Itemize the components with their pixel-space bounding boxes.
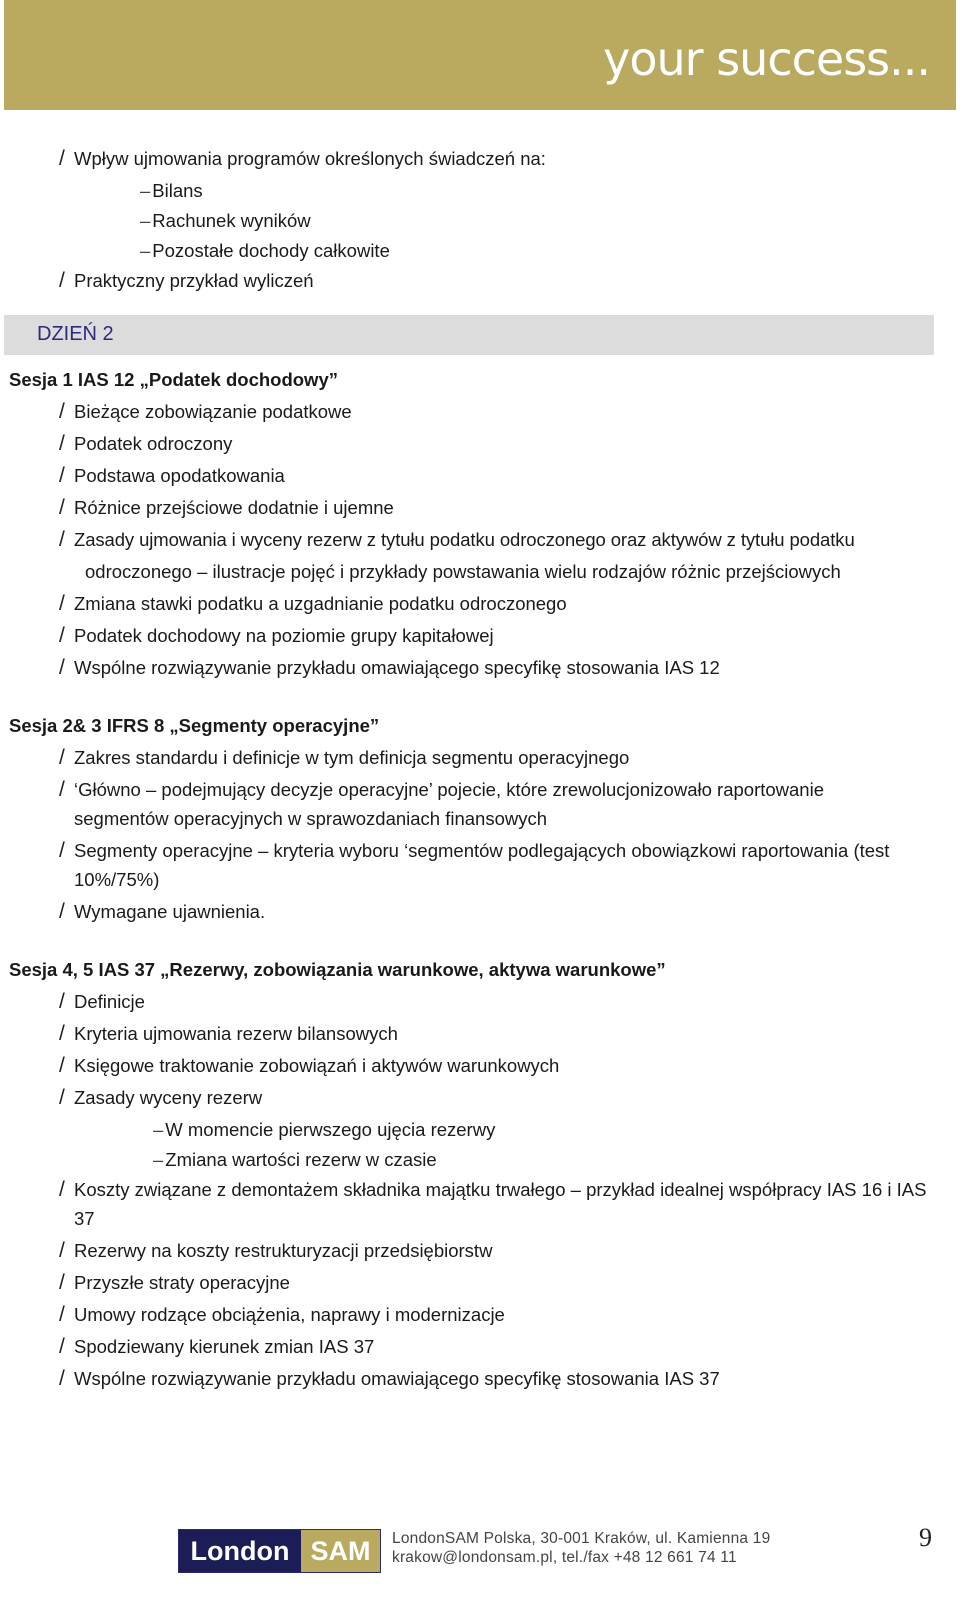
slash-bullet-icon: / [59, 1022, 65, 1045]
sub-item: – Zmiana wartości rezerw w czasie [153, 1149, 437, 1170]
list-item: / Wspólne rozwiązywanie przykładu omawiającego specyfikę stosowania IAS 37 [9, 1364, 954, 1393]
sub-item: – Rachunek wyników [140, 210, 311, 231]
logo-sam: SAM [301, 1530, 380, 1572]
list-item: / Zmiana stawki podatku a uzgadnianie podatku odroczonego [9, 589, 954, 618]
list-item [9, 266, 954, 295]
list-item: / Podatek dochodowy na poziomie grupy kapitałowej [9, 621, 954, 650]
slash-bullet-icon: / [59, 269, 65, 292]
sub-item: – Bilans [140, 180, 203, 201]
list-item: / Segmenty operacyjne – kryteria wyboru ‘segmentów podlegających obowiązkowi raportowania (test 10%/75%) [9, 836, 954, 894]
slash-bullet-icon: / [59, 1367, 65, 1390]
sub-item: – W momencie pierwszego ujęcia rezerwy [153, 1119, 496, 1140]
footer-contact [392, 1529, 770, 1567]
day-label: DZIEŃ 2 [37, 323, 114, 345]
item-text: Wpływ ujmowania programów określonych świadczeń na: [74, 148, 546, 169]
item-text: Praktyczny przykład wyliczeń [74, 270, 314, 291]
list-item [9, 144, 954, 173]
dash-bullet-icon: – [140, 180, 151, 201]
list-item: / Zasady ujmowania i wyceny rezerw z tytułu podatku odroczonego oraz aktywów z tytułu podatku [9, 525, 954, 554]
header-band [4, 0, 956, 110]
dash-bullet-icon: – [153, 1119, 164, 1140]
logo-london: London [179, 1530, 301, 1572]
slash-bullet-icon: / [59, 1178, 65, 1201]
slash-bullet-icon: / [59, 496, 65, 519]
slash-bullet-icon: / [59, 1271, 65, 1294]
dash-bullet-icon: – [153, 1149, 164, 1170]
slash-bullet-icon: / [59, 400, 65, 423]
dash-bullet-icon: – [140, 240, 151, 261]
session-title: Sesja 4, 5 IAS 37 „Rezerwy, zobowiązania warunkowe, aktywa warunkowe” [9, 959, 666, 980]
page-number: 9 [919, 1523, 932, 1552]
slash-bullet-icon: / [59, 624, 65, 647]
slash-bullet-icon: / [59, 746, 65, 769]
list-item: / Wymagane ujawnienia. [9, 897, 954, 926]
slash-bullet-icon: / [59, 147, 65, 170]
slash-bullet-icon: / [59, 1086, 65, 1109]
slash-bullet-icon: / [59, 778, 65, 801]
day-header [4, 315, 934, 355]
list-item: / Zasady wyceny rezerw [9, 1083, 954, 1112]
slash-bullet-icon: / [59, 1303, 65, 1326]
list-item: / Kryteria ujmowania rezerw bilansowych [9, 1019, 954, 1048]
slash-bullet-icon: / [59, 839, 65, 862]
list-item: / Definicje [9, 987, 954, 1016]
slash-bullet-icon: / [59, 1335, 65, 1358]
page-footer [0, 1521, 960, 1609]
list-item: / Rezerwy na koszty restrukturyzacji przedsiębiorstw [9, 1236, 954, 1265]
list-item: / Bieżące zobowiązanie podatkowe [9, 397, 954, 426]
list-item: / Spodziewany kierunek zmian IAS 37 [9, 1332, 954, 1361]
slash-bullet-icon: / [59, 656, 65, 679]
list-item: / Podatek odroczony [9, 429, 954, 458]
session-title: Sesja 1 IAS 12 „Podatek dochodowy” [9, 369, 338, 390]
list-item: / Zakres standardu i definicje w tym definicja segmentu operacyjnego [9, 743, 954, 772]
sub-item: – Pozostałe dochody całkowite [140, 240, 390, 261]
slash-bullet-icon: / [59, 528, 65, 551]
item-continuation: odroczonego – ilustracje pojęć i przykłady powstawania wielu rodzajów różnic przejściowych [85, 561, 841, 582]
list-item: / Różnice przejściowe dodatnie i ujemne [9, 493, 954, 522]
slash-bullet-icon: / [59, 592, 65, 615]
footer-email-phone: krakow@londonsam.pl, tel./fax +48 12 661 74 11 [392, 1549, 737, 1566]
slash-bullet-icon: / [59, 990, 65, 1013]
slash-bullet-icon: / [59, 1054, 65, 1077]
list-item: / Wspólne rozwiązywanie przykładu omawiającego specyfikę stosowania IAS 12 [9, 653, 954, 682]
slash-bullet-icon: / [59, 1239, 65, 1262]
footer-address: LondonSAM Polska, 30-001 Kraków, ul. Kamienna 19 [392, 1530, 771, 1547]
session-title: Sesja 2& 3 IFRS 8 „Segmenty operacyjne” [9, 715, 380, 736]
slash-bullet-icon: / [59, 464, 65, 487]
dash-bullet-icon: – [140, 210, 151, 231]
list-item: / Umowy rodzące obciążenia, naprawy i modernizacje [9, 1300, 954, 1329]
list-item: / Księgowe traktowanie zobowiązań i aktywów warunkowych [9, 1051, 954, 1080]
list-item: / Podstawa opodatkowania [9, 461, 954, 490]
slash-bullet-icon: / [59, 900, 65, 923]
list-item: / ‘Główno – podejmujący decyzje operacyjne’ pojecie, które zrewolucjonizowało raportowanie segmentów operacyjnych w sprawozdaniach finansowych [9, 775, 954, 833]
list-item: / Przyszłe straty operacyjne [9, 1268, 954, 1297]
document-content [9, 144, 954, 1396]
header-slogan: your success... [603, 32, 930, 86]
list-item: / Koszty związane z demontażem składnika majątku trwałego – przykład idealnej współpracy IAS 16 i IAS 37 [9, 1175, 954, 1233]
slash-bullet-icon: / [59, 432, 65, 455]
londonsam-logo [178, 1529, 381, 1573]
